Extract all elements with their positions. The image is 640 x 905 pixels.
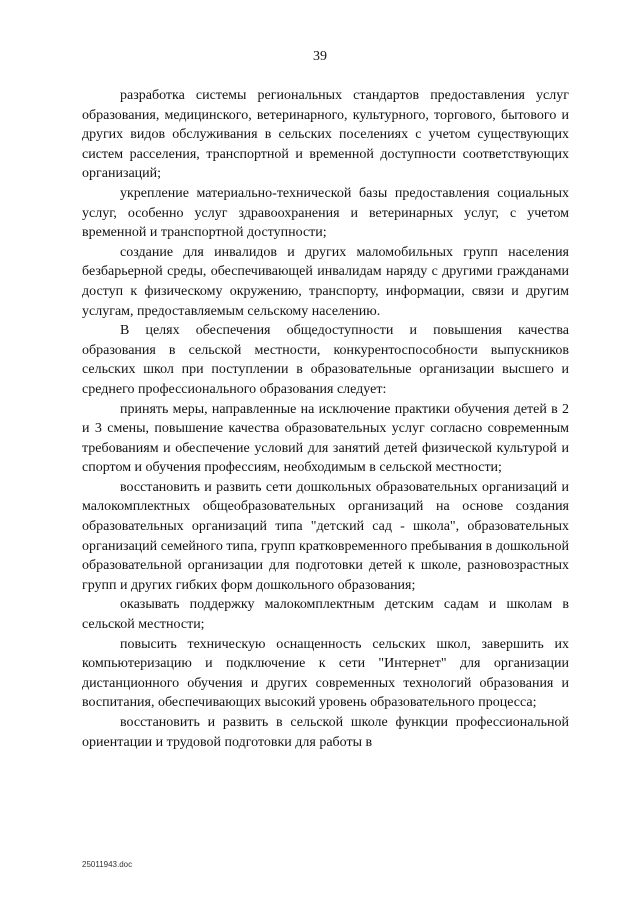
footer-filename: 25011943.doc: [82, 860, 133, 869]
body-text: [82, 86, 569, 752]
paragraph-4: В целях обеспечения общедоступности и повышения качества образования в сельской местности, конкурентоспособности выпускников сельских школ при поступлении в образовательные организации высшего и среднего профессионального образования следует:: [82, 323, 569, 397]
paragraph-3: создание для инвалидов и других маломобильных групп населения безбарьерной среды, обеспечивающей инвалидам наряду с другими гражданами доступ к физическому окружению, транспорту, информации, связи и другим услугам, предоставляемым сельскому населению.: [82, 244, 569, 319]
paragraph-5: принять меры, направленные на исключение практики обучения детей в 2 и 3 смены, повышение качества образовательных услуг согласно современным требованиям и обеспечение условий для занятий детей физической культурой и спортом и обучения профессиям, необходимым в сельской местности;: [82, 401, 569, 476]
page-number: 39: [313, 49, 327, 64]
paragraph-1: разработка системы региональных стандартов предоставления услуг образования, медицинского, ветеринарного, культурного, торгового, бытового и других видов обслуживания в сельских поселениях с учетом существующих систем расселения, транспортной и временной доступности соответствующих организаций;: [82, 88, 569, 182]
paragraph-8: повысить техническую оснащенность сельских школ, завершить их компьютеризацию и подключение к сети "Интернет" для организации дистанционного обучения и других современных технологий образования и воспитания, обеспечивающих высокий уровень образовательного процесса;: [82, 636, 569, 711]
paragraph-6: восстановить и развить сети дошкольных образовательных организаций и малокомплектных общеобразовательных организаций на основе создания образовательных организаций типа "детский сад - школа", образовательных организаций семейного типа, групп кратковременного пребывания в дошкольной образовательной организации для подготовки детей к школе, разновозрастных групп и других гибких форм дошкольного образования;: [82, 479, 569, 593]
paragraph-2: укрепление материально-технической базы предоставления социальных услуг, особенно услуг здравоохранения и ветеринарных услуг, с учетом временной и транспортной доступности;: [82, 185, 569, 241]
paragraph-7: оказывать поддержку малокомплектным детским садам и школам в сельской местности;: [82, 597, 569, 633]
paragraph-9: восстановить и развить в сельской школе функции профессиональной ориентации и трудовой подготовки для работы в: [82, 715, 569, 750]
